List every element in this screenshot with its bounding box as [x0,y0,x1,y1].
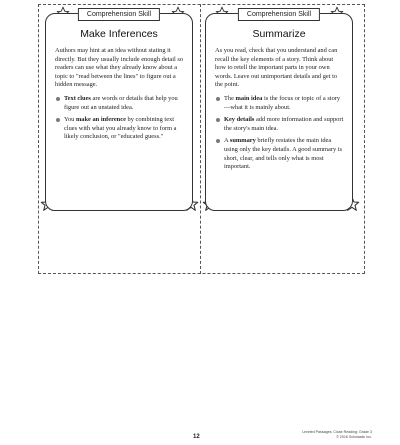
card-body [215,47,344,176]
bullet-dot-icon [216,118,220,122]
card-body [55,47,184,146]
bullet-prefix: You [64,116,76,124]
bullet-term: make an inference [75,116,126,124]
card-title: Summarize [252,28,306,40]
bullet-term: Key details [224,116,255,124]
bullet-list [55,95,184,142]
bullet-dot-icon [56,118,60,122]
bullet-term: summary [229,137,256,145]
card-summarize [205,13,353,211]
bullet-text: add more information and support the story's main idea. [224,116,344,132]
card-make-inferences [45,13,193,211]
bullet-dot-icon [216,97,220,101]
page-number: 12 [193,434,200,440]
bullet-prefix: A [224,137,230,145]
card-intro: As you read, check that you understand and can recall the key elements of a story. Think about how to retell the important parts in your own words. Leave out unimportant details and get to the point. [215,47,338,89]
card-intro: Authors may hint at an idea without stating it directly. But they usually include enough detail so readers can use what they already know about a topic to "read between the lines" to figure out a hidden message. [55,47,184,89]
bullet-item [215,95,344,112]
bullet-text: briefly restates the main idea using only the key details. A good summary is short, clear, and tells only what is most important. [224,137,343,171]
credit-copyright: © 2016 Scholastic Inc. [336,434,372,439]
bullet-term: main idea [235,94,263,102]
bullet-term: Text clues [64,94,91,102]
bullet-text: by combining text clues with what you already know to form a likely conclusion, or "educated guess." [64,116,177,141]
skill-tag: Comprehension Skill [238,8,320,21]
credit-title: Leveled Passages: Close Reading: Grade 3 [302,430,372,434]
bullet-list [215,95,344,172]
skill-tag: Comprehension Skill [78,8,160,21]
bullet-prefix: The [224,94,236,102]
bullet-item [215,137,344,171]
card-title: Make Inferences [80,28,158,40]
credit-line [302,430,372,439]
bullet-item [215,116,344,133]
bullet-item [55,95,184,112]
bullet-text: is the focus or topic of a story—what it is mainly about. [224,94,341,111]
bullet-text: are words or details that help you figure out an unstated idea. [64,94,178,111]
bullet-item [55,116,184,142]
bullet-dot-icon [56,97,60,101]
bullet-dot-icon [216,139,220,143]
cut-line-divider [200,4,201,274]
